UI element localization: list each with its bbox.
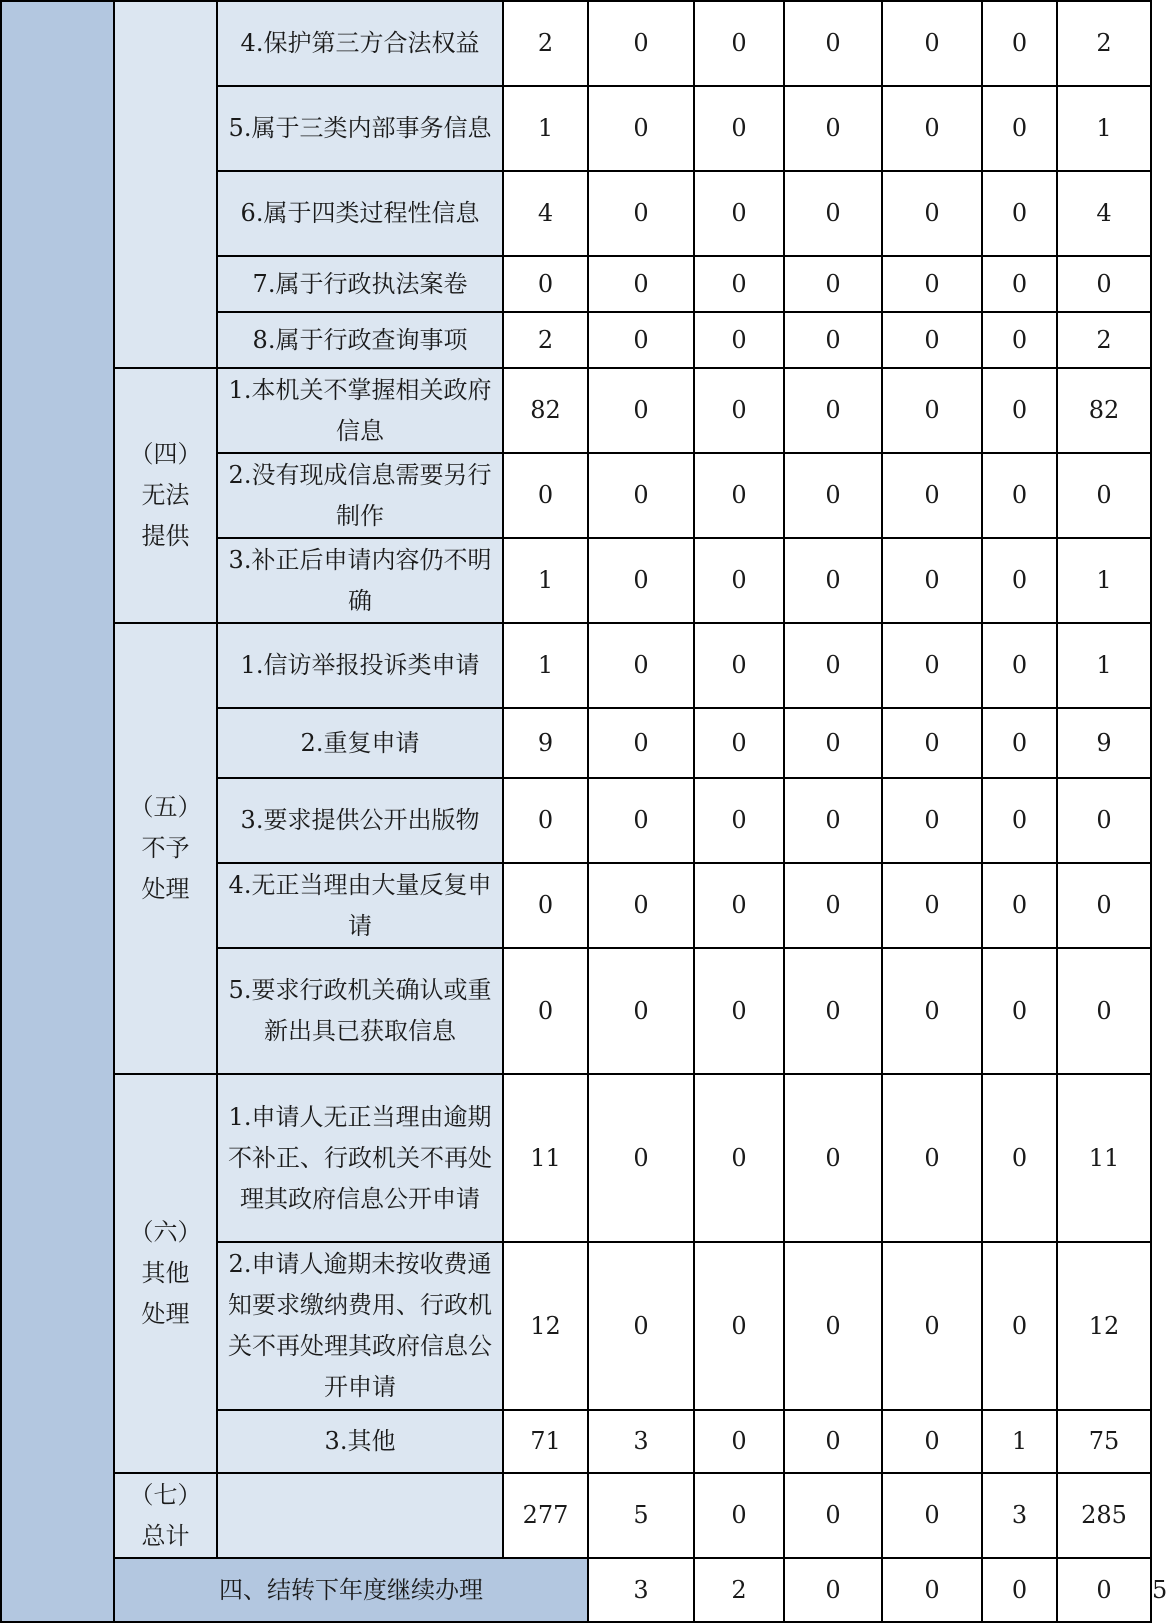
value-cell: 0 [694, 623, 784, 708]
value-cell: 0 [588, 86, 694, 171]
value-cell: 0 [503, 948, 588, 1074]
total-cell: 0 [1057, 778, 1151, 863]
group-title-line: 不予 [141, 834, 190, 862]
value-cell: 0 [694, 948, 784, 1074]
total-cell: 2 [1057, 312, 1151, 368]
group-title-line: （六） [129, 1218, 202, 1246]
group-header-unable-to-provide [114, 368, 217, 623]
value-cell: 0 [982, 171, 1057, 256]
value-cell: 0 [588, 1242, 694, 1410]
total-cell: 0 [1057, 948, 1151, 1074]
value-cell: 0 [784, 86, 882, 171]
value-cell: 2 [503, 312, 588, 368]
value-cell: 0 [503, 863, 588, 948]
value-cell: 2 [503, 1, 588, 86]
value-cell: 0 [503, 453, 588, 538]
value-cell: 0 [694, 312, 784, 368]
value-cell: 11 [503, 1074, 588, 1242]
value-cell: 1 [982, 1410, 1057, 1473]
value-cell: 0 [588, 538, 694, 623]
value-cell: 0 [784, 368, 882, 453]
group-title-line: （五） [129, 793, 202, 821]
value-cell: 0 [694, 1473, 784, 1558]
value-cell: 0 [784, 1473, 882, 1558]
value-cell: 0 [784, 256, 882, 312]
value-cell: 0 [784, 1558, 882, 1622]
group-title-line: 提供 [141, 522, 190, 550]
value-cell: 0 [882, 312, 982, 368]
table-row [1, 1, 1151, 86]
value-cell: 3 [588, 1558, 694, 1622]
value-cell: 0 [784, 453, 882, 538]
value-cell: 0 [982, 538, 1057, 623]
value-cell: 0 [982, 778, 1057, 863]
row-label: 6.属于四类过程性信息 [217, 171, 503, 256]
table-row-total [1, 1473, 1151, 1558]
value-cell: 0 [882, 778, 982, 863]
value-cell: 0 [784, 623, 882, 708]
row-label: 1.信访举报投诉类申请 [217, 623, 503, 708]
value-cell: 0 [982, 256, 1057, 312]
value-cell: 0 [784, 1242, 882, 1410]
total-cell: 285 [1057, 1473, 1151, 1558]
total-cell: 0 [1057, 863, 1151, 948]
group-title-line: 处理 [141, 875, 190, 903]
value-cell: 0 [784, 171, 882, 256]
row-label: 2.申请人逾期未按收费通知要求缴纳费用、行政机关不再处理其政府信息公开申请 [217, 1242, 503, 1410]
value-cell: 0 [588, 948, 694, 1074]
row-label: 4.保护第三方合法权益 [217, 1, 503, 86]
value-cell: 0 [694, 453, 784, 538]
value-cell: 0 [882, 1, 982, 86]
value-cell: 0 [694, 1074, 784, 1242]
group-title-line: 处理 [141, 1300, 190, 1328]
group-header-not-processed [114, 623, 217, 1074]
value-cell: 71 [503, 1410, 588, 1473]
row-label: 5.要求行政机关确认或重新出具已获取信息 [217, 948, 503, 1074]
value-cell: 0 [882, 1473, 982, 1558]
value-cell: 0 [982, 948, 1057, 1074]
value-cell: 0 [1057, 1558, 1151, 1622]
value-cell: 0 [882, 86, 982, 171]
total-cell: 11 [1057, 1074, 1151, 1242]
row-label: 1.本机关不掌握相关政府信息 [217, 368, 503, 453]
value-cell: 0 [784, 1, 882, 86]
value-cell: 0 [882, 1410, 982, 1473]
value-cell: 1 [503, 623, 588, 708]
row-label: 2.重复申请 [217, 708, 503, 778]
value-cell: 0 [503, 778, 588, 863]
total-cell: 4 [1057, 171, 1151, 256]
value-cell: 0 [694, 778, 784, 863]
row-label: 5.属于三类内部事务信息 [217, 86, 503, 171]
value-cell: 0 [784, 1074, 882, 1242]
total-cell: 1 [1057, 86, 1151, 171]
value-cell: 0 [694, 1, 784, 86]
row-label: 8.属于行政查询事项 [217, 312, 503, 368]
value-cell: 0 [982, 368, 1057, 453]
value-cell: 9 [503, 708, 588, 778]
value-cell: 0 [982, 1, 1057, 86]
value-cell: 0 [882, 948, 982, 1074]
group-header-total [114, 1473, 217, 1558]
value-cell: 0 [882, 623, 982, 708]
value-cell: 5 [588, 1473, 694, 1558]
value-cell: 4 [503, 171, 588, 256]
carryover-label: 四、结转下年度继续办理 [114, 1558, 588, 1622]
value-cell: 3 [588, 1410, 694, 1473]
value-cell: 0 [588, 863, 694, 948]
row-label: 1.申请人无正当理由逾期不补正、行政机关不再处理其政府信息公开申请 [217, 1074, 503, 1242]
section-header-cell [1, 1, 114, 1622]
total-cell: 1 [1057, 538, 1151, 623]
row-label: 3.其他 [217, 1410, 503, 1473]
value-cell: 0 [982, 708, 1057, 778]
value-cell: 0 [784, 863, 882, 948]
total-cell: 82 [1057, 368, 1151, 453]
value-cell: 0 [882, 1074, 982, 1242]
value-cell: 0 [982, 1242, 1057, 1410]
value-cell: 0 [588, 623, 694, 708]
value-cell: 0 [784, 312, 882, 368]
value-cell: 0 [882, 256, 982, 312]
value-cell: 277 [503, 1473, 588, 1558]
total-cell: 12 [1057, 1242, 1151, 1410]
value-cell: 0 [882, 453, 982, 538]
value-cell: 0 [882, 1558, 982, 1622]
value-cell: 0 [588, 708, 694, 778]
value-cell: 0 [694, 256, 784, 312]
value-cell: 0 [588, 256, 694, 312]
group-title-line: （七） [129, 1480, 202, 1509]
row-label: 2.没有现成信息需要另行制作 [217, 453, 503, 538]
value-cell: 0 [694, 1242, 784, 1410]
value-cell: 0 [588, 368, 694, 453]
total-cell: 75 [1057, 1410, 1151, 1473]
group-title-line: （四） [129, 440, 202, 468]
value-cell: 0 [694, 863, 784, 948]
value-cell: 0 [588, 1074, 694, 1242]
value-cell: 2 [694, 1558, 784, 1622]
table-row [1, 1074, 1151, 1242]
value-cell: 0 [784, 948, 882, 1074]
row-label: 4.无正当理由大量反复申请 [217, 863, 503, 948]
value-cell: 1 [503, 538, 588, 623]
value-cell: 0 [882, 708, 982, 778]
total-cell: 0 [1057, 256, 1151, 312]
value-cell: 0 [588, 171, 694, 256]
value-cell: 0 [784, 538, 882, 623]
value-cell: 0 [588, 312, 694, 368]
value-cell: 0 [882, 1242, 982, 1410]
value-cell: 0 [694, 171, 784, 256]
value-cell: 1 [503, 86, 588, 171]
table-row [1, 368, 1151, 453]
value-cell: 0 [982, 86, 1057, 171]
value-cell: 0 [588, 453, 694, 538]
row-label: 7.属于行政执法案卷 [217, 256, 503, 312]
total-cell: 0 [1057, 453, 1151, 538]
value-cell: 0 [588, 1, 694, 86]
group-header-cell-continued [114, 1, 217, 368]
value-cell: 0 [882, 171, 982, 256]
value-cell: 0 [694, 708, 784, 778]
total-cell: 2 [1057, 1, 1151, 86]
total-cell: 9 [1057, 708, 1151, 778]
value-cell: 0 [694, 1410, 784, 1473]
value-cell: 82 [503, 368, 588, 453]
value-cell: 0 [784, 778, 882, 863]
value-cell: 0 [982, 1558, 1057, 1622]
value-cell: 0 [694, 368, 784, 453]
value-cell: 0 [882, 863, 982, 948]
value-cell: 0 [694, 86, 784, 171]
value-cell: 0 [784, 1410, 882, 1473]
value-cell: 0 [982, 1074, 1057, 1242]
value-cell: 0 [882, 538, 982, 623]
value-cell: 0 [982, 623, 1057, 708]
table-row [1, 623, 1151, 708]
total-cell: 1 [1057, 623, 1151, 708]
group-title-line: 无法 [141, 481, 190, 509]
row-label: 3.要求提供公开出版物 [217, 778, 503, 863]
row-label: 3.补正后申请内容仍不明确 [217, 538, 503, 623]
value-cell: 0 [503, 256, 588, 312]
value-cell: 0 [882, 368, 982, 453]
value-cell: 3 [982, 1473, 1057, 1558]
group-title-line: 总计 [141, 1521, 190, 1550]
value-cell: 12 [503, 1242, 588, 1410]
group-title-line: 其他 [141, 1259, 190, 1287]
value-cell: 0 [982, 312, 1057, 368]
value-cell: 0 [784, 708, 882, 778]
row-label-empty [217, 1473, 503, 1558]
value-cell: 0 [694, 538, 784, 623]
group-header-other-processing [114, 1074, 217, 1473]
value-cell: 0 [982, 863, 1057, 948]
value-cell: 0 [982, 453, 1057, 538]
table-body [1, 1, 1167, 1622]
table-row-carryover: 四、结转下年度继续办理 3 2 0 0 0 0 5 [1, 1558, 1151, 1622]
value-cell: 0 [588, 778, 694, 863]
